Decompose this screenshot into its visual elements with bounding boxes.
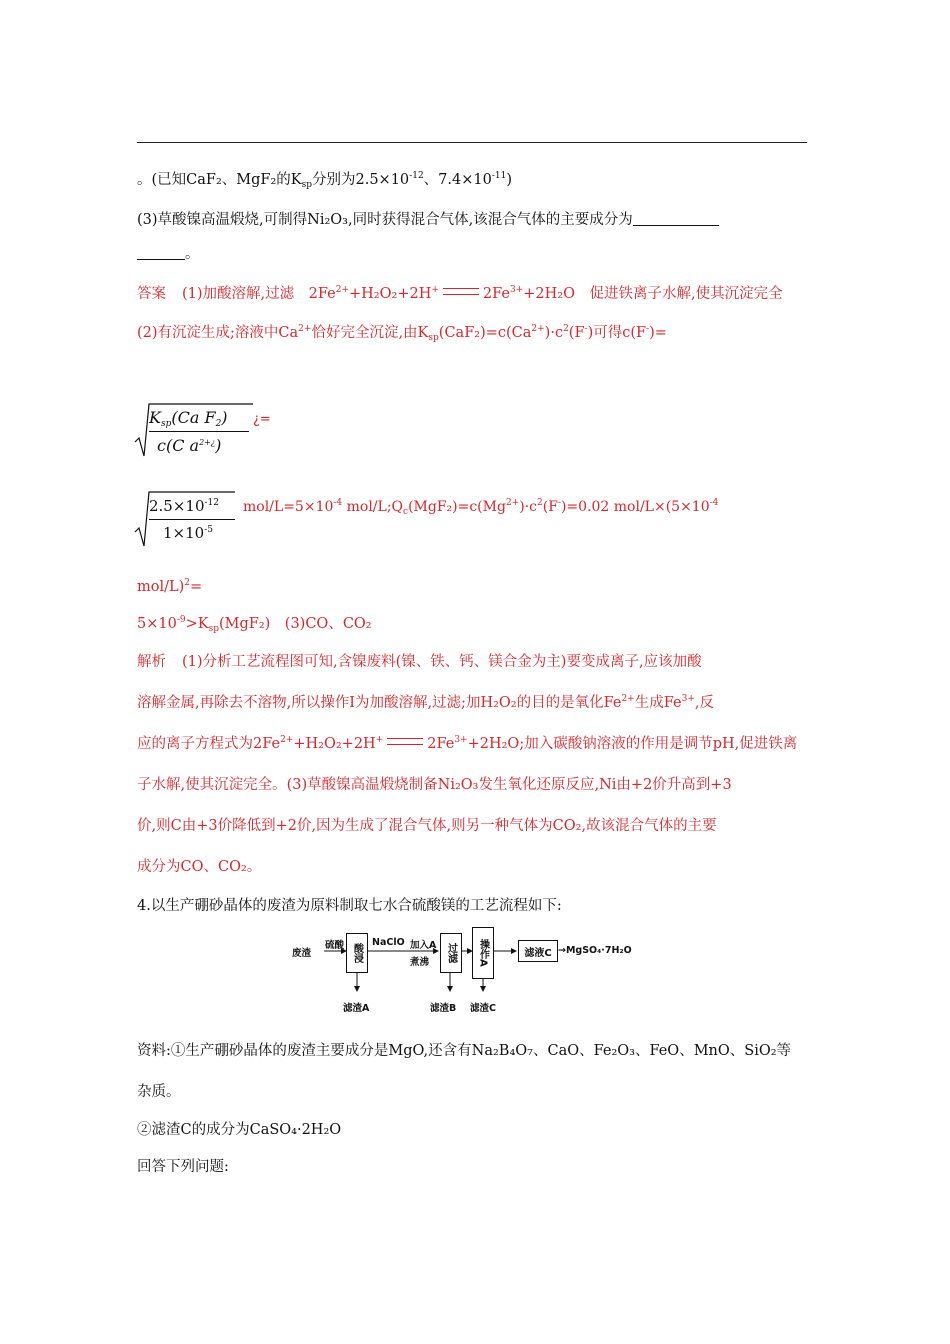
flow-residue-c: 滤渣C: [470, 1003, 496, 1014]
flow-box-operation-a: 操作A: [472, 927, 494, 979]
answer-line-4: $5\times 10^{-9}>K_{sp}(MgF_2)$ (3)CO、CO₂: [137, 615, 372, 634]
fraction-2-suffix: mol/$L=5\times 10^{-4}$ mol/$L;Q_c(MgF_2)=c(Mg^{2+})\cdot c^2(F^-)=0.02$ mol/$L\times(5\times 10^{-4}$: [243, 498, 719, 517]
fraction-2-bar: [149, 519, 235, 520]
flow-box-acid-leach: 酸浸: [346, 933, 368, 973]
reference-line-2: 杂质。: [137, 1084, 181, 1100]
explanation-line-3: 应的离子方程式为$2Fe^{2+}+H_2O_2+2H^+$ $2Fe^{3+}+2H_2O$;加入碳酸钠溶液的作用是调节pH,促进铁离: [137, 735, 798, 752]
fraction-1-suffix: ¿=: [253, 412, 271, 427]
flow-feed-label: 废渣: [292, 948, 312, 959]
flow-acid-label: 硫酸: [325, 940, 345, 951]
answer-line-1: 答案 (1)加酸溶解,过滤 $2Fe^{2+}+H_2O_2+2H^+$ $2Fe^{3+}+2H_2O$ 促进铁离子水解,使其沉淀完全: [137, 285, 783, 302]
prompt-answer-questions: 回答下列问题:: [137, 1159, 229, 1175]
fraction-1-numerator: $K_{sp}(Ca$ $F_2$): [149, 408, 228, 429]
fraction-2: [149, 488, 249, 548]
explanation-line-4: 子水解,使其沉淀完全。(3)草酸镍高温煅烧制备Ni₂O₃发生氧化还原反应,Ni由+2价升高到+3: [137, 777, 732, 793]
question-3-text: (3)草酸镍高温煅烧,可制得Ni₂O₃,同时获得混合气体,该混合气体的主要成分为: [137, 210, 719, 230]
answer-line-2: (2)有沉淀生成;溶液中$Ca^{2+}$恰好完全沉淀,由$K_{sp}(CaF_2)=c(Ca^{2+})\cdot c^2(F^-)$可得c(F-)=: [137, 324, 667, 343]
text-line-ksp-given: 。(已知CaF₂、MgF₂的$K_{sp}$分别为$2.5\times 10^{-12}$、$7.4\times 10^{-11}$): [137, 171, 513, 190]
flow-residue-b: 滤渣B: [430, 1003, 457, 1014]
answer-line-3: mol/L)$^2$=: [137, 578, 203, 595]
flow-box-filter: 过滤: [440, 933, 462, 973]
flow-boil-label: 煮沸: [410, 957, 430, 968]
sqrt-formula-1: [133, 400, 273, 460]
flow-naclo-label: NaClO: [372, 937, 405, 948]
answer-blank-2: [137, 245, 185, 260]
flow-product-label: →MgSO₄·7H₂O: [558, 945, 632, 956]
process-flow-diagram: [290, 925, 670, 1017]
reference-line-1: 资料:①生产硼砂晶体的废渣主要成分是MgO,还含有Na₂B₄O₇、CaO、Fe₂O₃、FeO、MnO、SiO₂等: [137, 1043, 792, 1059]
explanation-line-2: 溶解金属,再除去不溶物,所以操作Ⅰ为加酸溶解,过滤;加H₂O₂的目的是氧化$Fe^{2+}$生成$Fe^{3+}$,反: [137, 694, 714, 711]
fraction-2-numerator: $2.5\times 10^{-12}$: [149, 497, 220, 515]
explanation-line-6: 成分为CO、CO₂。: [137, 859, 262, 875]
fraction-2-denominator: $1\times 10^{-5}$: [163, 524, 213, 542]
equilibrium-sign-2: [387, 738, 423, 745]
sqrt-formula-2: [133, 488, 813, 548]
flow-add-a-label: 加入A: [410, 940, 437, 951]
header-rule: [137, 142, 807, 143]
equilibrium-sign: [443, 288, 479, 295]
question-4-text: 4.以生产硼砂晶体的废渣为原料制取七水合硫酸镁的工艺流程如下:: [137, 898, 562, 914]
flow-residue-a: 滤渣A: [343, 1003, 370, 1014]
answer-blank: [633, 211, 719, 226]
fraction-1-denominator: c(C $a^{2+¿}$): [157, 436, 222, 455]
question-3-continuation: 。: [137, 244, 200, 264]
flow-box-filtrate-c: 滤液C: [518, 940, 558, 962]
explanation-line-5: 价,则C由+3价降低到+2价,因为生成了混合气体,则另一种气体为CO₂,故该混合气体的主要: [137, 818, 717, 834]
fraction-1: [149, 400, 259, 460]
fraction-1-bar: [149, 431, 249, 432]
reference-line-3: ②滤渣C的成分为CaSO₄·2H₂O: [137, 1122, 342, 1138]
explanation-line-1: 解析 (1)分析工艺流程图可知,含镍废料(镍、铁、钙、镁合金为主)要变成离子,应该加酸: [137, 654, 702, 670]
